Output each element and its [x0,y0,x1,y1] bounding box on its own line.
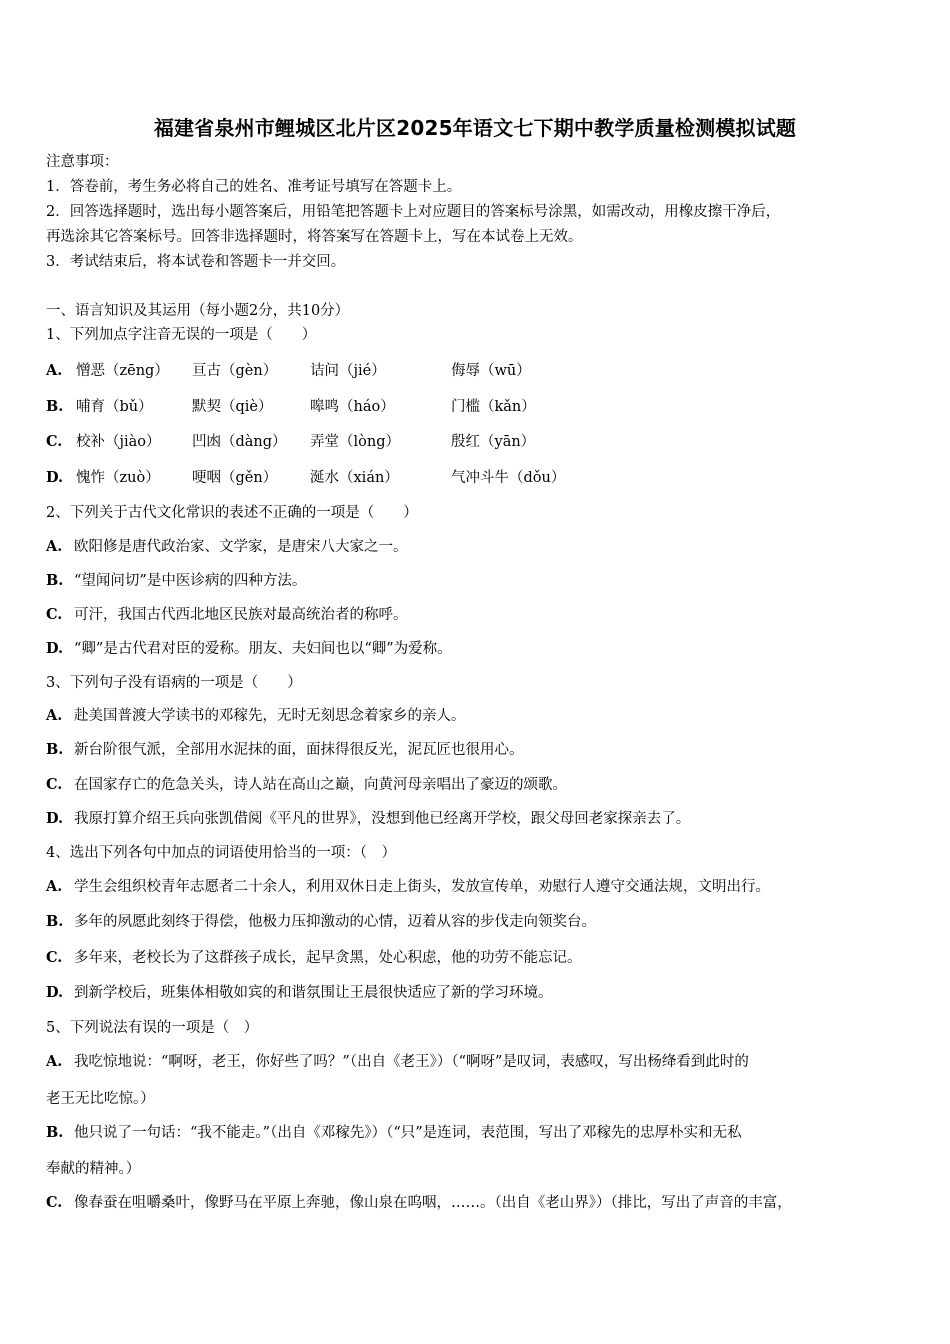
pinyin-cell: 气冲斗牛（dǒu） [451,470,566,486]
option-label: B. [46,741,64,758]
option-label: B. [46,1124,64,1141]
question-4-stem: 4、选出下列各句中加点的词语使用恰当的一项：（ ） [46,845,396,861]
pinyin-cell: 愧怍（zuò） [76,470,160,486]
page-title: 福建省泉州市鲤城区北片区2025年语文七下期中教学质量检测模拟试题 [153,116,797,140]
option-text: “望闻问切”是中医诊病的四种方法。 [74,573,307,589]
option-label: C. [46,1194,63,1211]
q3-option-a [46,706,466,726]
notice-item: 再选涂其它答案标号。回答非选择题时，将答案写在答题卡上，写在本试卷上无效。 [46,229,583,245]
option-label: A. [46,707,63,724]
q1-option-a [46,361,531,381]
pinyin-cell: 弄堂（lòng） [310,434,400,450]
option-label: C. [46,433,63,450]
q1-option-d [46,468,566,488]
question-2-stem: 2、下列关于古代文化常识的表述不正确的一项是（ ） [46,505,418,521]
q5-option-b-cont: 奉献的精神。） [46,1161,141,1177]
q2-option-b [46,571,306,591]
option-text: 在国家存亡的危急关头，诗人站在高山之巅，向黄河母亲唱出了豪迈的颂歌。 [74,777,567,793]
q4-option-d [46,983,553,1003]
option-text: 赴美国普渡大学读书的邓稼先，无时无刻思念着家乡的亲人。 [74,708,466,724]
pinyin-cell: 哽咽（gěn） [192,470,278,486]
option-text: 我原打算介绍王兵向张凯借阅《平凡的世界》，没想到他已经离开学校，跟父母回老家探亲去了。 [74,811,691,827]
option-text: 欧阳修是唐代政治家、文学家，是唐宋八大家之一。 [74,539,408,555]
option-text: “卿”是古代君对臣的爱称。朋友、夫妇间也以“卿”为爱称。 [74,641,452,657]
question-3-stem: 3、下列句子没有语病的一项是（ ） [46,675,302,691]
notice-item: 1．答卷前，考生务必将自己的姓名、准考证号填写在答题卡上。 [46,179,462,195]
pinyin-cell: 涎水（xián） [310,470,399,486]
q5-option-b [46,1123,742,1143]
q3-option-b [46,740,524,760]
pinyin-cell: 憎恶（zēng） [76,363,169,379]
q1-option-c [46,432,536,452]
option-text: 学生会组织校青年志愿者二十余人，利用双休日走上街头，发放宣传单，劝慰行人遵守交通法规，文明出行。 [74,879,770,895]
question-5-stem: 5、下列说法有误的一项是（ ） [46,1020,259,1036]
notice-item: 2．回答选择题时，选出每小题答案后，用铅笔把答题卡上对应题目的答案标号涂黑，如需改动，用橡皮擦干净后， [46,204,781,220]
option-label: A. [46,538,63,555]
q5-option-c [46,1193,792,1213]
q4-option-b [46,912,596,932]
pinyin-cell: 亘古（gèn） [192,363,278,379]
option-label: C. [46,949,63,966]
pinyin-cell: 哺育（bǔ） [76,399,153,415]
option-label: C. [46,776,63,793]
pinyin-cell: 校补（jiào） [76,434,161,450]
option-label: D. [46,640,64,657]
option-text: 多年来，老校长为了这群孩子成长，起早贪黑，处心积虑，他的功劳不能忘记。 [74,950,582,966]
q5-option-a [46,1052,749,1072]
option-label: B. [46,913,64,930]
option-label: A. [46,362,63,379]
q2-option-c [46,605,408,625]
pinyin-cell: 凹凼（dàng） [192,434,287,450]
pinyin-cell: 默契（qiè） [192,399,273,415]
q5-option-a-cont: 老王无比吃惊。） [46,1091,155,1107]
option-text: 多年的夙愿此刻终于得偿，他极力压抑激动的心情，迈着从容的步伐走向领奖台。 [74,914,596,930]
option-label: A. [46,1053,63,1070]
option-text: 我吃惊地说：“啊呀，老王，你好些了吗？”（出自《老王》）（“啊呀”是叹词，表感叹，写出杨绛看到此时的 [74,1054,749,1070]
option-label: D. [46,984,64,1001]
q2-option-a [46,537,408,557]
option-text: 到新学校后，班集体相敬如宾的和谐氛围让王晨很快适应了新的学习环境。 [74,985,553,1001]
pinyin-cell: 殷红（yān） [451,434,536,450]
notice-heading: 注意事项： [46,154,119,170]
option-label: B. [46,398,64,415]
notice-item: 3．考试结束后，将本试卷和答题卡一并交回。 [46,254,346,270]
q4-option-c [46,948,582,968]
pinyin-cell: 嗥鸣（háo） [310,399,395,415]
pinyin-cell: 诘问（jié） [310,363,386,379]
section-heading: 一、语言知识及其运用（每小题2分，共10分） [46,303,350,319]
option-text: 可汗，我国古代西北地区民族对最高统治者的称呼。 [74,607,408,623]
q4-option-a [46,877,770,897]
option-label: A. [46,878,63,895]
option-label: D. [46,810,64,827]
q3-option-d [46,809,690,829]
option-text: 他只说了一句话：“我不能走。”（出自《邓稼先》）（“只”是连词，表范围，写出了邓稼先的忠厚朴实和无私 [74,1125,742,1141]
pinyin-cell: 门槛（kǎn） [451,399,536,415]
q1-option-b [46,397,536,417]
option-label: B. [46,572,64,589]
q3-option-c [46,775,567,795]
option-text: 新台阶很气派，全部用水泥抹的面，面抹得很反光，泥瓦匠也很用心。 [74,742,524,758]
pinyin-cell: 侮辱（wū） [451,363,531,379]
option-label: D. [46,469,64,486]
option-label: C. [46,606,63,623]
question-1-stem: 1、下列加点字注音无误的一项是（ ） [46,327,317,343]
q2-option-d [46,639,452,659]
option-text: 像春蚕在咀嚼桑叶，像野马在平原上奔驰，像山泉在呜咽，……。（出自《老山界》）（排比，写出了声音的丰富， [74,1195,792,1211]
